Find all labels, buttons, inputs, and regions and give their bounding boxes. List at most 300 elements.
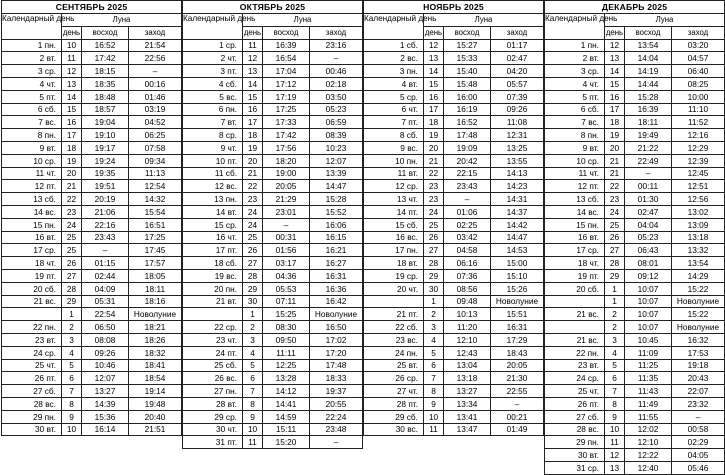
table-row xyxy=(183,269,363,282)
calendar-day-cell: 7 пт. xyxy=(364,116,424,129)
moonset-cell: 17:25 xyxy=(129,231,182,244)
table-row xyxy=(183,423,363,436)
calendar-day-cell: 29 сб. xyxy=(364,410,424,423)
moon-day-cell: 12 xyxy=(62,65,82,78)
moonset-cell: 14:23 xyxy=(491,180,544,193)
moonset-cell: – xyxy=(310,436,363,449)
moonset-cell: 13:02 xyxy=(672,205,725,218)
table-row xyxy=(545,359,725,372)
moon-day-cell: 4 xyxy=(243,346,263,359)
moon-day-cell: 8 xyxy=(243,397,263,410)
moonset-cell: 08:39 xyxy=(310,129,363,142)
table-row xyxy=(364,333,544,346)
calendar-day-cell: 31 ср. xyxy=(545,461,605,474)
moonrise-cell: 05:31 xyxy=(82,295,129,308)
moon-day-cell: 25 xyxy=(62,244,82,257)
table-row xyxy=(364,205,544,218)
moonrise-cell: 00:31 xyxy=(263,231,310,244)
moonrise-cell: 07:36 xyxy=(444,269,491,282)
moon-day-header: день xyxy=(62,26,82,39)
table-row xyxy=(364,180,544,193)
calendar-day-cell: 9 вт. xyxy=(545,141,605,154)
table-row xyxy=(545,141,725,154)
moonset-cell: 21:30 xyxy=(491,372,544,385)
moon-day-cell: 24 xyxy=(62,218,82,231)
moon-day-cell: 17 xyxy=(605,103,625,116)
table-row xyxy=(364,269,544,282)
moonset-cell: 05:23 xyxy=(310,103,363,116)
moonrise-cell: 18:20 xyxy=(263,154,310,167)
moon-day-cell: 22 xyxy=(605,180,625,193)
moonset-cell: 11:13 xyxy=(129,167,182,180)
table-row xyxy=(2,65,182,78)
moonrise-cell: 17:56 xyxy=(263,141,310,154)
moon-day-cell: 5 xyxy=(424,346,444,359)
moonset-cell: 12:29 xyxy=(672,141,725,154)
table-row xyxy=(364,52,544,65)
moonset-cell: Новолуние xyxy=(310,308,363,321)
moonrise-cell: 01:15 xyxy=(82,257,129,270)
month-table xyxy=(1,0,182,436)
moonset-cell: 00:21 xyxy=(491,410,544,423)
table-row xyxy=(183,436,363,449)
moonrise-cell: 08:08 xyxy=(82,333,129,346)
table-row xyxy=(545,77,725,90)
moonrise-cell: 23:43 xyxy=(444,180,491,193)
moon-day-cell: 1 xyxy=(62,308,82,321)
table-row xyxy=(364,282,544,295)
moonset-header: заход xyxy=(129,26,182,39)
moonset-cell: 13:25 xyxy=(491,141,544,154)
moonrise-cell: 13:47 xyxy=(444,423,491,436)
table-row xyxy=(364,218,544,231)
month-panel xyxy=(544,0,724,473)
moonset-cell: 19:37 xyxy=(310,385,363,398)
table-row xyxy=(2,295,182,308)
moon-day-cell: 11 xyxy=(243,39,263,52)
moonrise-cell: 16:19 xyxy=(444,103,491,116)
moon-day-cell: 6 xyxy=(62,372,82,385)
moonset-cell: 14:47 xyxy=(491,231,544,244)
calendar-day-cell: 3 пн. xyxy=(364,65,424,78)
moonrise-cell: 10:45 xyxy=(625,333,672,346)
calendar-day-cell: 1 ср. xyxy=(183,39,243,52)
calendar-day-cell: 19 пт. xyxy=(2,269,62,282)
moonset-cell: 06:25 xyxy=(129,129,182,142)
moon-day-cell: 13 xyxy=(605,461,625,474)
calendar-day-cell: 8 пн. xyxy=(2,129,62,142)
moonset-cell: 20:05 xyxy=(491,359,544,372)
table-row xyxy=(183,218,363,231)
moon-day-cell: 8 xyxy=(605,397,625,410)
table-row xyxy=(2,116,182,129)
moonset-cell: 15:22 xyxy=(672,282,725,295)
table-row xyxy=(183,385,363,398)
calendar-day-cell: 20 чт. xyxy=(364,282,424,295)
moonrise-cell: 17:42 xyxy=(263,129,310,142)
moon-day-cell: 3 xyxy=(424,321,444,334)
moonset-cell: 20:55 xyxy=(310,397,363,410)
moonrise-cell: 12:43 xyxy=(444,346,491,359)
moon-day-cell: 6 xyxy=(424,359,444,372)
calendar-day-cell: 23 вт. xyxy=(545,359,605,372)
table-row xyxy=(545,218,725,231)
calendar-day-cell: 20 сб. xyxy=(2,282,62,295)
moon-day-cell: 24 xyxy=(243,218,263,231)
moon-day-cell: 10 xyxy=(605,423,625,436)
moonrise-cell: 14:41 xyxy=(263,397,310,410)
moon-day-cell: 21 xyxy=(243,167,263,180)
moon-day-cell: 28 xyxy=(605,257,625,270)
moonset-cell: 19:18 xyxy=(672,359,725,372)
moon-day-cell: 7 xyxy=(605,385,625,398)
moon-day-cell: 25 xyxy=(243,231,263,244)
table-row xyxy=(545,346,725,359)
moonset-cell: 15:00 xyxy=(491,257,544,270)
calendar-day-cell: 17 ср. xyxy=(545,244,605,257)
table-row xyxy=(2,193,182,206)
moonset-cell: 14:29 xyxy=(672,269,725,282)
moonset-cell: 15:10 xyxy=(491,269,544,282)
table-row xyxy=(545,385,725,398)
moon-day-cell: 22 xyxy=(424,167,444,180)
moon-day-cell: 28 xyxy=(424,257,444,270)
calendar-day-cell: 3 ср. xyxy=(545,65,605,78)
moonrise-cell: 03:17 xyxy=(263,257,310,270)
moonset-cell: 19:48 xyxy=(129,397,182,410)
table-row xyxy=(2,77,182,90)
moonrise-cell: 07:11 xyxy=(263,295,310,308)
moon-day-cell: 25 xyxy=(424,218,444,231)
calendar-day-cell xyxy=(545,321,605,334)
month-panel xyxy=(182,0,362,448)
moonrise-cell: 17:19 xyxy=(263,90,310,103)
table-row xyxy=(364,77,544,90)
calendar-day-cell: 13 сб. xyxy=(545,193,605,206)
calendar-day-cell: 25 сб. xyxy=(183,359,243,372)
calendar-day-cell: 22 пн. xyxy=(545,346,605,359)
calendar-day-cell: 5 ср. xyxy=(364,90,424,103)
moonset-cell: 04:05 xyxy=(672,449,725,462)
moon-header: Луна xyxy=(243,14,363,27)
calendar-day-cell: 22 сб. xyxy=(364,321,424,334)
moonrise-cell: 14:59 xyxy=(263,410,310,423)
moonrise-cell: 11:09 xyxy=(625,346,672,359)
month-title: ОКТЯБРЬ 2025 xyxy=(183,1,363,14)
moonrise-cell: 14:04 xyxy=(625,52,672,65)
calendar-day-cell: 6 сб. xyxy=(2,103,62,116)
moonrise-cell: 13:41 xyxy=(444,410,491,423)
moon-day-cell: 3 xyxy=(243,333,263,346)
moonrise-cell: 16:52 xyxy=(444,116,491,129)
calendar-day-cell: 26 пт. xyxy=(2,372,62,385)
moonrise-cell: 02:25 xyxy=(444,218,491,231)
calendar-day-cell: 4 чт. xyxy=(545,77,605,90)
moon-day-cell: 7 xyxy=(243,385,263,398)
moonset-cell: 01:46 xyxy=(129,90,182,103)
table-row xyxy=(183,167,363,180)
moonrise-cell: 06:43 xyxy=(625,244,672,257)
moonrise-cell: 13:28 xyxy=(263,372,310,385)
moon-day-cell: 9 xyxy=(62,410,82,423)
moonset-cell: 04:52 xyxy=(129,116,182,129)
moonrise-cell: 14:19 xyxy=(625,65,672,78)
moon-day-cell: 19 xyxy=(62,154,82,167)
calendar-day-cell: 17 пн. xyxy=(364,244,424,257)
moonrise-cell: 19:49 xyxy=(625,129,672,142)
calendar-day-cell: 18 сб. xyxy=(183,257,243,270)
table-row xyxy=(183,231,363,244)
calendar-day-cell: 27 сб. xyxy=(2,385,62,398)
moonrise-cell: 14:44 xyxy=(625,77,672,90)
calendar-day-cell: 13 чт. xyxy=(364,193,424,206)
calendar-day-cell: 20 сб. xyxy=(545,282,605,295)
table-row xyxy=(364,116,544,129)
calendar-day-cell: 27 чт. xyxy=(364,385,424,398)
moonset-cell: 06:59 xyxy=(310,116,363,129)
table-row xyxy=(545,167,725,180)
moon-day-cell: 2 xyxy=(605,321,625,334)
table-row xyxy=(364,359,544,372)
table-row xyxy=(545,423,725,436)
moon-day-cell: 29 xyxy=(424,269,444,282)
table-row xyxy=(2,321,182,334)
moon-day-cell: 1 xyxy=(605,282,625,295)
moonset-cell: 15:22 xyxy=(672,308,725,321)
moon-day-cell: 27 xyxy=(243,257,263,270)
table-row xyxy=(183,295,363,308)
calendar-day-cell: 14 вс. xyxy=(545,205,605,218)
moonrise-cell: 18:57 xyxy=(82,103,129,116)
moonrise-cell: 16:14 xyxy=(82,423,129,436)
moonset-cell: 22:07 xyxy=(672,385,725,398)
moon-day-cell: 24 xyxy=(424,205,444,218)
moonset-cell: 16:51 xyxy=(129,218,182,231)
calendar-day-header: Календарный день xyxy=(2,14,62,40)
calendar-day-cell: 27 пн. xyxy=(183,385,243,398)
moonset-cell: 22:24 xyxy=(310,410,363,423)
moon-day-header: день xyxy=(243,26,263,39)
moonrise-cell: 15:36 xyxy=(82,410,129,423)
moonset-cell: 12:16 xyxy=(672,129,725,142)
table-row xyxy=(2,244,182,257)
table-row xyxy=(183,333,363,346)
moonrise-cell: 13:34 xyxy=(444,397,491,410)
moon-day-cell: 12 xyxy=(243,52,263,65)
moonset-cell: 18:43 xyxy=(491,346,544,359)
moonset-cell: 18:41 xyxy=(129,359,182,372)
moonrise-cell: 15:33 xyxy=(444,52,491,65)
calendar-day-cell: 12 пт. xyxy=(545,180,605,193)
moonrise-cell: 16:00 xyxy=(444,90,491,103)
moonset-cell: 02:29 xyxy=(672,436,725,449)
moonrise-cell: 10:07 xyxy=(625,295,672,308)
moonset-cell: 02:18 xyxy=(310,77,363,90)
moon-day-cell: 9 xyxy=(424,397,444,410)
calendar-day-cell: 10 ср. xyxy=(545,154,605,167)
moon-day-cell: 20 xyxy=(605,141,625,154)
calendar-day-cell: 15 ср. xyxy=(183,218,243,231)
moonset-cell: 23:48 xyxy=(310,423,363,436)
calendar-day-cell: 11 чт. xyxy=(545,167,605,180)
moonrise-cell: 20:19 xyxy=(82,193,129,206)
moon-day-cell: 7 xyxy=(424,372,444,385)
table-row xyxy=(183,180,363,193)
moon-day-cell: 29 xyxy=(243,282,263,295)
moonset-cell: 09:34 xyxy=(129,154,182,167)
moonset-cell: 17:45 xyxy=(129,244,182,257)
moonrise-cell: 21:06 xyxy=(82,205,129,218)
moonset-header: заход xyxy=(310,26,363,39)
moon-day-cell: 20 xyxy=(62,167,82,180)
moon-day-cell: 11 xyxy=(424,423,444,436)
table-row xyxy=(183,154,363,167)
table-row xyxy=(2,359,182,372)
moonrise-cell: 03:42 xyxy=(444,231,491,244)
moon-day-cell: 16 xyxy=(62,116,82,129)
moon-day-cell: 11 xyxy=(605,436,625,449)
moonrise-cell: 09:26 xyxy=(82,346,129,359)
moon-day-cell: 29 xyxy=(605,269,625,282)
calendar-day-cell: 25 чт. xyxy=(545,385,605,398)
table-row xyxy=(364,321,544,334)
moonset-cell: – xyxy=(129,65,182,78)
moonrise-cell: 17:25 xyxy=(263,103,310,116)
table-row xyxy=(183,65,363,78)
moonset-cell: Новолуние xyxy=(672,295,725,308)
table-row xyxy=(2,385,182,398)
moonset-cell: 00:58 xyxy=(672,423,725,436)
calendar-day-cell: 16 вт. xyxy=(2,231,62,244)
table-row xyxy=(2,103,182,116)
moonset-cell: 12:45 xyxy=(672,167,725,180)
calendar-day-cell: 15 пн. xyxy=(2,218,62,231)
moonset-cell: 12:39 xyxy=(672,154,725,167)
table-row xyxy=(2,423,182,436)
table-row xyxy=(2,231,182,244)
table-row xyxy=(2,308,182,321)
moonrise-cell: 08:56 xyxy=(444,282,491,295)
moon-day-cell: 8 xyxy=(424,385,444,398)
table-row xyxy=(183,244,363,257)
moonset-cell: 17:48 xyxy=(310,359,363,372)
moonset-cell: 00:16 xyxy=(129,77,182,90)
moonset-cell: 18:32 xyxy=(129,346,182,359)
calendar-day-cell xyxy=(364,295,424,308)
moonset-cell: 16:06 xyxy=(310,218,363,231)
calendar-day-cell: 3 пт. xyxy=(183,65,243,78)
moonset-cell: 18:54 xyxy=(129,372,182,385)
moonset-cell: 13:39 xyxy=(310,167,363,180)
moonrise-cell: 00:11 xyxy=(625,180,672,193)
table-row xyxy=(545,461,725,474)
moon-day-cell: 16 xyxy=(424,90,444,103)
moonrise-cell: 16:52 xyxy=(82,39,129,52)
moonset-cell: 20:43 xyxy=(672,372,725,385)
moon-header: Луна xyxy=(605,14,725,27)
moonset-header: заход xyxy=(491,26,544,39)
moon-day-cell: 20 xyxy=(243,154,263,167)
calendar-day-cell: 21 пт. xyxy=(364,308,424,321)
moon-day-cell: 26 xyxy=(605,231,625,244)
moon-day-cell: 19 xyxy=(424,129,444,142)
calendar-day-cell: 17 ср. xyxy=(2,244,62,257)
moonrise-cell: 19:51 xyxy=(82,180,129,193)
moon-day-cell: 6 xyxy=(243,372,263,385)
moon-day-cell: 26 xyxy=(62,257,82,270)
moon-day-cell: 25 xyxy=(605,218,625,231)
moonrise-cell: 20:05 xyxy=(263,180,310,193)
table-row xyxy=(545,321,725,334)
moonset-cell: 16:21 xyxy=(310,244,363,257)
calendar-day-cell: 14 пт. xyxy=(364,205,424,218)
moonrise-cell: 01:06 xyxy=(444,205,491,218)
moonrise-header: восход xyxy=(263,26,310,39)
calendar-day-cell: 24 пт. xyxy=(183,346,243,359)
moon-day-cell: 23 xyxy=(62,205,82,218)
calendar-day-cell: 13 пн. xyxy=(183,193,243,206)
calendar-day-cell: 25 чт. xyxy=(2,359,62,372)
table-row xyxy=(545,52,725,65)
moon-day-cell: 21 xyxy=(605,167,625,180)
calendar-day-cell: 22 пн. xyxy=(2,321,62,334)
calendar-day-cell: 21 вс. xyxy=(545,333,605,346)
moon-day-cell: 18 xyxy=(243,129,263,142)
moonrise-cell: 11:55 xyxy=(625,410,672,423)
moon-day-cell: 4 xyxy=(424,333,444,346)
table-row xyxy=(364,372,544,385)
moon-day-cell: 13 xyxy=(62,77,82,90)
moonset-cell: 18:16 xyxy=(129,295,182,308)
moon-day-cell: 7 xyxy=(62,385,82,398)
moonset-cell: 15:51 xyxy=(491,308,544,321)
calendar-day-cell: 28 вс. xyxy=(2,397,62,410)
calendar-day-cell: 4 вт. xyxy=(364,77,424,90)
calendar-day-cell: 29 пн. xyxy=(545,436,605,449)
moonset-cell: Новолуние xyxy=(672,321,725,334)
moon-day-cell: 15 xyxy=(62,103,82,116)
calendar-day-cell: 28 пт. xyxy=(364,397,424,410)
moonset-cell: 12:56 xyxy=(672,193,725,206)
table-row xyxy=(2,141,182,154)
moon-day-cell: 1 xyxy=(605,295,625,308)
calendar-day-cell: 1 пн. xyxy=(545,39,605,52)
moon-day-cell: 30 xyxy=(424,282,444,295)
moon-day-cell: 9 xyxy=(243,410,263,423)
moon-day-cell: 28 xyxy=(62,282,82,295)
moon-day-cell: 5 xyxy=(62,359,82,372)
calendar-day-cell: 18 вт. xyxy=(364,257,424,270)
moonset-cell: – xyxy=(310,52,363,65)
table-row xyxy=(364,193,544,206)
calendar-day-cell: 12 ср. xyxy=(364,180,424,193)
moon-header: Луна xyxy=(62,14,182,27)
moonrise-cell: 13:18 xyxy=(444,372,491,385)
calendar-day-cell: 24 пн. xyxy=(364,346,424,359)
calendar-day-cell: 23 вт. xyxy=(2,333,62,346)
table-row xyxy=(545,282,725,295)
calendar-day-cell: 4 сб. xyxy=(183,77,243,90)
table-row xyxy=(183,359,363,372)
moonrise-cell: 01:56 xyxy=(263,244,310,257)
table-row xyxy=(364,231,544,244)
table-row xyxy=(183,116,363,129)
moon-day-cell: 9 xyxy=(605,410,625,423)
moon-day-cell: 2 xyxy=(62,321,82,334)
moonrise-cell: 04:04 xyxy=(625,218,672,231)
moonrise-cell: 10:07 xyxy=(625,321,672,334)
moon-day-cell: 1 xyxy=(424,295,444,308)
